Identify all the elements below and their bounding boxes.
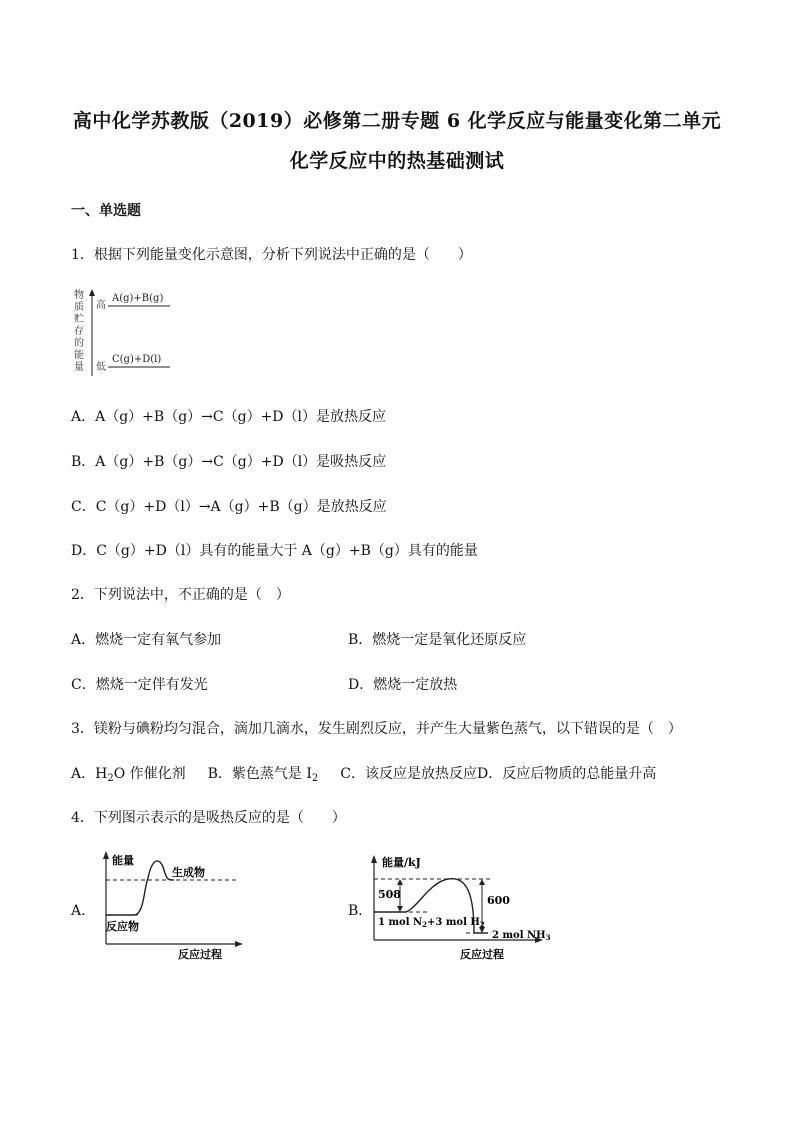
q4b-val-600: 600 [487, 894, 510, 907]
q1-axis-label [74, 288, 84, 373]
axis-char: 量 [74, 362, 84, 373]
q4b-product-label: 2 mol $NH_3$ [492, 930, 551, 942]
q4b-y-arrow [371, 855, 377, 863]
q1-axis-arrow [89, 289, 95, 296]
question-1-stem: 1．根据下列能量变化示意图，分析下列说法中正确的是（ ） [71, 247, 472, 263]
q4b-x-label: 反应过程 [460, 948, 504, 961]
q1-option-c: C．C（g）+D（l）→A（g）+B（g）是放热反应 [71, 499, 387, 515]
q2-option-b: B．燃烧一定是氧化还原反应 [348, 632, 527, 648]
q4a-reactant-label: 反应物 [106, 920, 139, 933]
q1-low-label: 低 [96, 362, 106, 373]
axis-char: 质 [74, 302, 84, 313]
q2-option-d: D．燃烧一定放热 [348, 677, 458, 693]
q4a-energy-curve [106, 861, 174, 915]
question-3-stem: 3．镁粉与碘粉均匀混合，滴加几滴水，发生剧烈反应，并产生大量紫色蒸气，以下错误的是（ ） [71, 721, 682, 737]
q1-option-a: A．A（g）+B（g）→C（g）+D（l）是放热反应 [71, 409, 386, 425]
q3-options-row [71, 763, 656, 784]
q4-option-b-label: B． [348, 903, 373, 919]
q1-option-d: D．C（g）+D（l）具有的能量大于 A（g）+B（g）具有的能量 [71, 543, 478, 559]
question-2-stem: 2．下列说法中，不正确的是（ ） [71, 587, 290, 603]
q1-energy-diagram [70, 286, 180, 381]
question-4-stem: 4．下列图示表示的是吸热反应的是（ ） [71, 810, 346, 826]
q4b-val-508: 508 [378, 888, 401, 901]
q4a-x-arrow [235, 941, 243, 947]
q1-bottom-level-label: C(g)+D(l) [112, 354, 162, 365]
q3-option-c: C．该反应是放热反应 [340, 766, 478, 782]
q4b-reactant-label: 1 mol $N_2+3$ mol $H_2$ [378, 917, 485, 929]
axis-char: 物 [74, 290, 84, 301]
q3-option-d: D．反应后物质的总能量升高 [477, 766, 657, 782]
document-title-line1: 高中化学苏教版（2019）必修第二册专题 6 化学反应与能量变化第二单元 [72, 110, 722, 132]
q1-high-label: 高 [96, 300, 106, 311]
q4-diagram-a [96, 848, 246, 960]
q4-diagram-b [370, 852, 560, 964]
q4a-y-label: 能量 [112, 854, 134, 867]
section-heading: 一、单选题 [71, 203, 141, 219]
q3-option-a: A．$H_2O$ 作催化剂 [71, 766, 186, 784]
q2-option-c: C．燃烧一定伴有发光 [71, 677, 208, 693]
q4a-product-label: 生成物 [172, 866, 205, 879]
q1-option-b: B．A（g）+B（g）→C（g）+D（l）是吸热反应 [71, 454, 387, 470]
q1-top-level-label: A(g)+B(g) [112, 293, 164, 304]
q2-option-a: A．燃烧一定有氧气参加 [71, 632, 222, 648]
axis-char: 能 [74, 350, 84, 361]
q4-option-a-label: A． [71, 903, 96, 919]
axis-char: 存 [74, 326, 84, 337]
q4a-y-arrow [103, 851, 109, 859]
q4b-y-label: 能量/kJ [382, 856, 421, 869]
q3-option-b: B．紫色蒸气是 $I_2$ [207, 766, 319, 784]
axis-char: 贮 [74, 314, 84, 325]
document-title-line2: 化学反应中的热基础测试 [289, 150, 505, 172]
q4a-x-label: 反应过程 [178, 948, 222, 960]
axis-char: 的 [74, 338, 84, 349]
